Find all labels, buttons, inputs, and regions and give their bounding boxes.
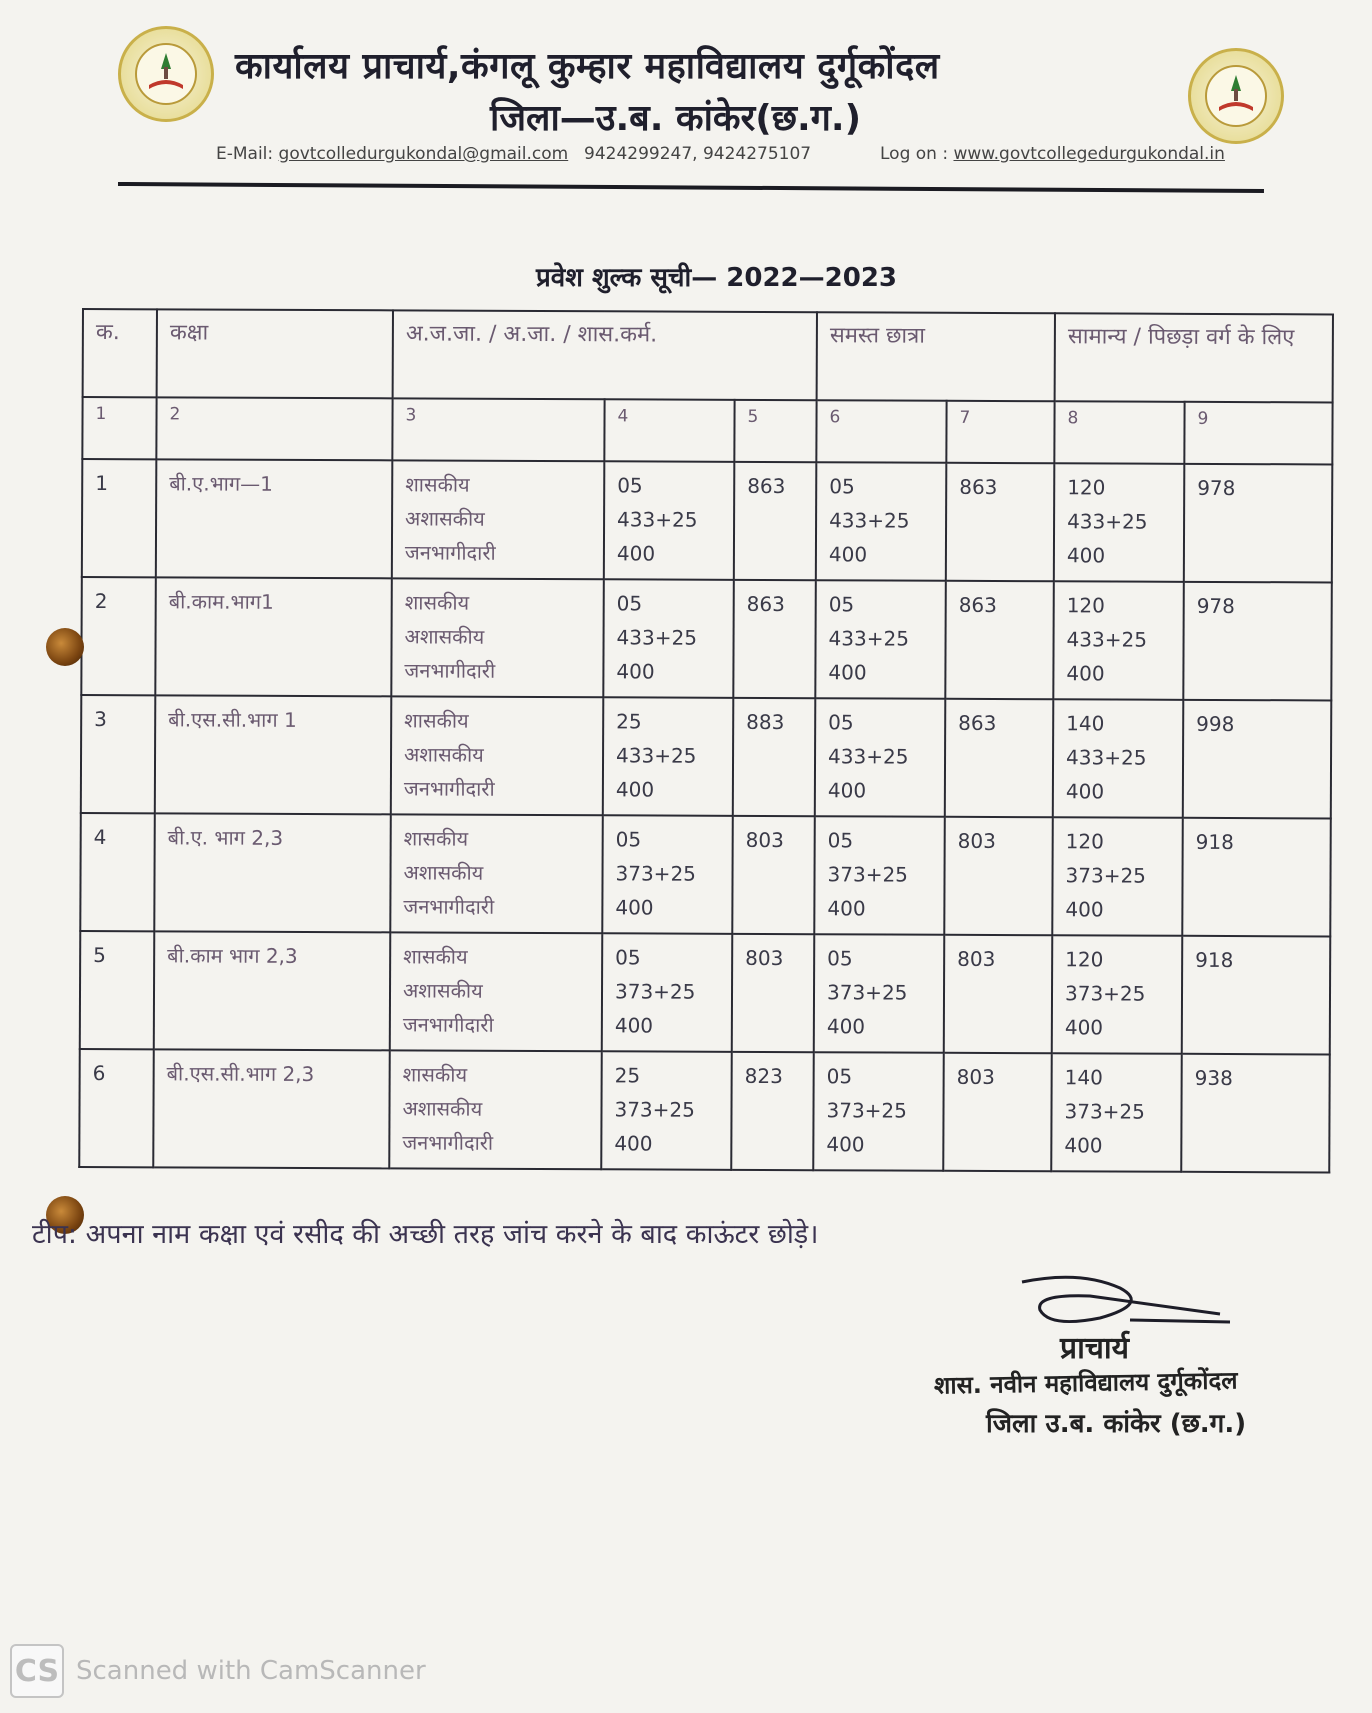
fee-type-nongovt: अशासकीय <box>402 978 483 1003</box>
cell-value: 433+25 <box>1067 509 1148 534</box>
cell-value: 373+25 <box>615 861 696 886</box>
cell-value: 400 <box>828 660 867 685</box>
cell-value: 05 <box>828 710 854 735</box>
cell-value: 373+25 <box>827 862 908 887</box>
col-number: 9 <box>1184 402 1332 465</box>
fee-type-janbhagidari: जनभागीदारी <box>402 1130 494 1155</box>
col-number: 3 <box>392 398 604 461</box>
cell-col6 <box>814 816 945 935</box>
row-class: बी.ए.भाग—1 <box>156 459 393 578</box>
cell-col8 <box>1053 581 1184 700</box>
instruction-note: टीप: अपना नाम कक्षा एवं रसीद की अच्छी तरह जांच करने के बाद काऊंटर छोड़े। <box>32 1219 819 1250</box>
principal-stamp-title: प्राचार्य <box>1060 1331 1130 1366</box>
district-subtitle: जिला—उ.ब. कांकेर(छ.ग.) <box>490 98 862 139</box>
col-number: 2 <box>156 397 392 460</box>
cell-value: 433+25 <box>1066 627 1148 652</box>
fee-type-nongovt: अशासकीय <box>405 506 485 531</box>
principal-stamp-district: जिला उ.ब. कांकेर (छ.ग.) <box>986 1409 1247 1439</box>
cell-col8 <box>1053 699 1184 818</box>
cell-value: 433+25 <box>617 507 698 532</box>
cell-col6 <box>815 580 946 699</box>
table-row <box>81 695 1332 818</box>
cell-col8 <box>1051 1053 1182 1172</box>
cell-value: 400 <box>1066 661 1105 686</box>
cell-value: 05 <box>827 946 853 971</box>
fee-type-nongovt: अशासकीय <box>404 624 485 649</box>
cell-col7: 803 <box>943 1053 1052 1171</box>
cell-value: 433+25 <box>828 626 910 651</box>
header-group-general: सामान्य / पिछड़ा वर्ग के लिए <box>1055 313 1333 402</box>
cell-value: 373+25 <box>1064 981 1146 1006</box>
row-fee-types <box>392 460 605 579</box>
fee-type-janbhagidari: जनभागीदारी <box>403 776 495 801</box>
cell-value: 400 <box>828 542 868 567</box>
fee-table <box>78 308 1334 1173</box>
fee-type-nongovt: अशासकीय <box>402 1096 483 1121</box>
row-sno: 1 <box>82 459 157 577</box>
fee-type-govt: शासकीय <box>402 1062 468 1087</box>
email-line <box>216 144 568 164</box>
cell-value: 400 <box>827 778 867 803</box>
cell-col9: 978 <box>1184 464 1333 583</box>
cell-value: 140 <box>1064 1065 1103 1090</box>
header-class: कक्षा <box>157 309 393 398</box>
cell-value: 05 <box>615 945 641 970</box>
cell-value: 373+25 <box>614 1097 695 1122</box>
row-sno: 4 <box>80 813 155 931</box>
website-link[interactable]: www.govtcollegedurgukondal.in <box>953 144 1225 164</box>
cell-value: 05 <box>827 828 854 853</box>
row-class: बी.काम भाग 2,3 <box>154 931 391 1050</box>
row-fee-types <box>391 578 604 697</box>
cell-value: 433+25 <box>828 744 909 769</box>
cell-value: 05 <box>615 827 642 852</box>
cell-value: 373+25 <box>826 1098 907 1123</box>
cell-col9: 918 <box>1182 818 1331 937</box>
cell-value: 120 <box>1065 829 1104 854</box>
col-number: 8 <box>1054 401 1184 464</box>
cell-value: 373+25 <box>1064 1099 1145 1124</box>
cell-value: 05 <box>617 473 643 498</box>
cell-col7: 863 <box>945 699 1054 817</box>
cell-col7: 803 <box>944 817 1053 935</box>
cell-col6 <box>813 1052 944 1171</box>
website-label: Log on : <box>880 144 949 164</box>
cell-value: 433+25 <box>616 743 697 768</box>
cell-value: 373+25 <box>1065 863 1146 888</box>
cell-col5: 863 <box>734 462 817 580</box>
row-class: बी.काम.भाग1 <box>155 577 392 696</box>
fee-type-govt: शासकीय <box>405 472 470 497</box>
punch-hole-icon <box>46 628 84 666</box>
fee-type-nongovt: अशासकीय <box>403 860 484 885</box>
camscanner-logo-icon: CS <box>10 1644 64 1698</box>
fee-list-title: प्रवेश शुल्क सूची— 2022—2023 <box>536 263 898 293</box>
row-class: बी.एस.सी.भाग 1 <box>155 695 392 814</box>
fee-type-janbhagidari: जनभागीदारी <box>403 894 495 919</box>
col-number: 1 <box>82 397 156 459</box>
fee-type-govt: शासकीय <box>403 944 468 969</box>
principal-stamp-college: शास. नवीन महाविद्यालय दुर्गूकोंदल <box>933 1366 1238 1400</box>
fee-type-nongovt: अशासकीय <box>404 742 484 767</box>
cell-value: 400 <box>1065 779 1105 804</box>
cell-col4 <box>602 815 733 934</box>
row-sno: 6 <box>79 1049 154 1167</box>
cell-value: 400 <box>1064 1133 1103 1158</box>
cell-col5: 823 <box>731 1052 814 1170</box>
cell-value: 25 <box>614 1063 641 1088</box>
cell-value: 400 <box>616 659 655 684</box>
row-sno: 3 <box>81 695 156 813</box>
cell-value: 25 <box>616 709 642 734</box>
row-class: बी.एस.सी.भाग 2,3 <box>153 1049 390 1168</box>
cell-col7: 863 <box>946 463 1055 581</box>
fee-type-govt: शासकीय <box>403 826 469 851</box>
cell-col6 <box>816 462 947 581</box>
col-number: 4 <box>604 399 734 462</box>
cell-value: 05 <box>828 592 855 617</box>
cell-col5: 803 <box>732 816 815 934</box>
row-class: बी.ए. भाग 2,3 <box>154 813 391 932</box>
college-seal-left-icon <box>118 26 214 122</box>
row-fee-types <box>389 1050 602 1169</box>
cell-col6 <box>815 698 946 817</box>
table-row <box>82 459 1333 582</box>
cell-value: 120 <box>1067 475 1106 500</box>
cell-value: 433+25 <box>829 508 910 533</box>
scanner-watermark <box>10 1644 426 1698</box>
header-group-reserved: अ.ज.जा. / अ.जा. / शास.कर्म. <box>393 310 817 400</box>
website-line <box>880 144 1225 164</box>
cell-col8 <box>1052 817 1183 936</box>
cell-value: 120 <box>1066 593 1105 618</box>
table-row <box>81 577 1332 700</box>
fee-type-govt: शासकीय <box>404 708 469 733</box>
cell-col4 <box>603 697 734 816</box>
phone-numbers: 9424299247, 9424275107 <box>584 144 812 164</box>
cell-value: 400 <box>615 777 655 802</box>
fee-type-janbhagidari: जनभागीदारी <box>404 540 496 565</box>
cell-col4 <box>603 579 734 698</box>
cell-col4 <box>604 461 735 580</box>
cell-value: 400 <box>616 541 656 566</box>
cell-col5: 803 <box>732 934 815 1052</box>
cell-col8 <box>1052 935 1183 1054</box>
cell-col8 <box>1054 463 1185 582</box>
cell-value: 400 <box>1065 897 1104 922</box>
col-number: 7 <box>946 401 1054 463</box>
header-divider <box>118 182 1264 193</box>
cell-value: 373+25 <box>614 979 696 1004</box>
cell-value: 400 <box>614 1013 654 1038</box>
cell-value: 05 <box>826 1064 853 1089</box>
fee-type-janbhagidari: जनभागीदारी <box>402 1012 494 1037</box>
cell-value: 400 <box>827 896 866 921</box>
cell-value: 400 <box>826 1132 865 1157</box>
cell-value: 433+25 <box>616 625 698 650</box>
cell-col5: 883 <box>733 698 816 816</box>
cell-value: 400 <box>1064 1015 1104 1040</box>
row-sno: 5 <box>80 931 155 1049</box>
cell-col9: 938 <box>1181 1054 1330 1173</box>
fee-type-govt: शासकीय <box>404 590 470 615</box>
table-row <box>80 931 1331 1054</box>
fee-type-janbhagidari: जनभागीदारी <box>404 658 496 683</box>
table-row <box>79 1049 1330 1172</box>
row-fee-types <box>390 814 603 933</box>
cell-value: 400 <box>615 895 654 920</box>
row-fee-types <box>390 932 603 1051</box>
column-number-row <box>82 397 1332 464</box>
cell-col4 <box>601 1051 732 1170</box>
cell-col9: 918 <box>1182 936 1331 1055</box>
college-seal-right-icon <box>1188 48 1284 144</box>
header-group-girls: समस्त छात्रा <box>817 312 1055 401</box>
col-number: 5 <box>734 400 816 462</box>
cell-col7: 863 <box>945 581 1054 699</box>
cell-col6 <box>814 934 945 1053</box>
cell-col7: 803 <box>944 935 1053 1053</box>
row-sno: 2 <box>81 577 156 695</box>
cell-value: 373+25 <box>826 980 908 1005</box>
header-sno: क. <box>83 309 157 397</box>
cell-value: 120 <box>1065 947 1104 972</box>
cell-value: 140 <box>1066 711 1105 736</box>
table-header-row <box>83 309 1333 402</box>
table-row <box>80 813 1331 936</box>
cell-value: 433+25 <box>1066 745 1147 770</box>
cell-value: 05 <box>829 474 855 499</box>
cell-value: 05 <box>616 591 643 616</box>
cell-col4 <box>602 933 733 1052</box>
cell-col5: 863 <box>733 580 816 698</box>
email-label: E-Mail: <box>216 144 274 164</box>
col-number: 6 <box>816 400 946 463</box>
cell-col9: 998 <box>1183 700 1332 819</box>
scanner-watermark-text: Scanned with CamScanner <box>76 1656 426 1686</box>
cell-col9: 978 <box>1183 582 1332 701</box>
row-fee-types <box>391 696 604 815</box>
email-link[interactable]: govtcolledurgukondal@gmail.com <box>278 144 569 164</box>
cell-value: 400 <box>826 1014 866 1039</box>
cell-value: 400 <box>1066 543 1106 568</box>
cell-value: 400 <box>614 1131 653 1156</box>
office-title: कार्यालय प्राचार्य,कंगलू कुम्हार महाविद्यालय दुर्गूकोंदल <box>235 46 940 87</box>
